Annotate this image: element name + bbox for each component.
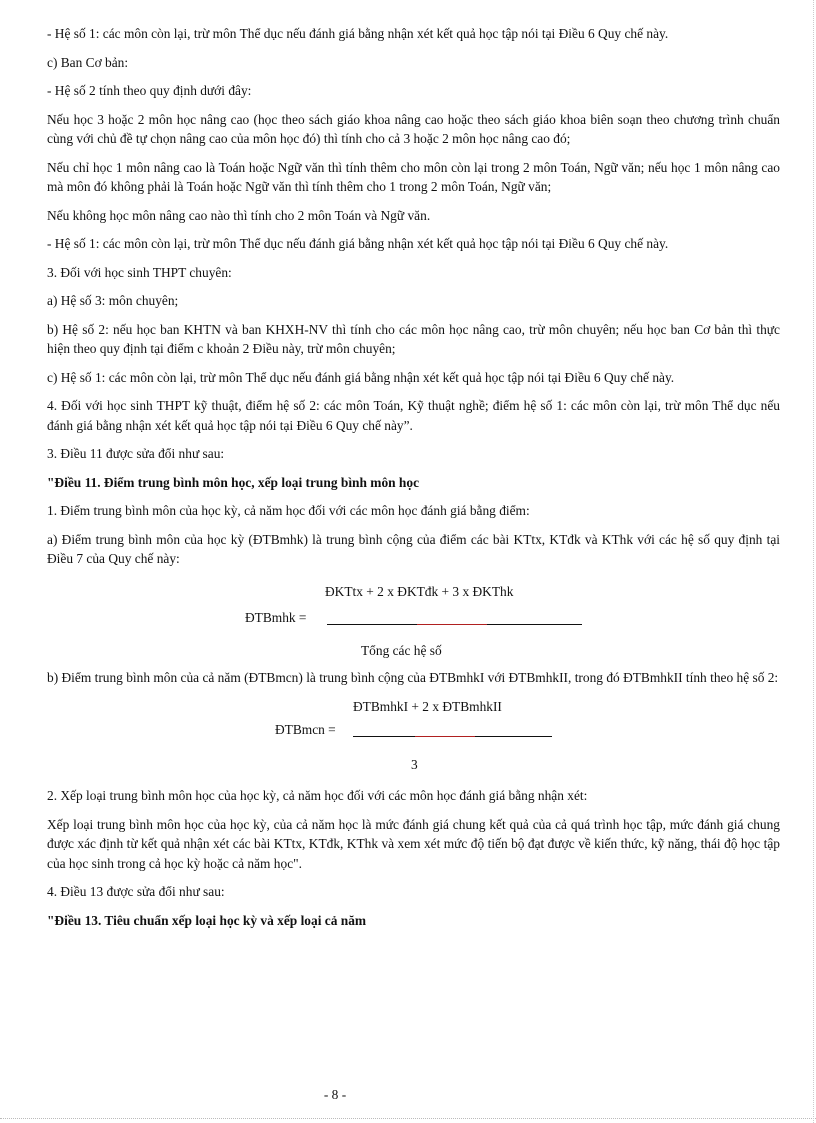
paragraph: 4. Đối với học sinh THPT kỹ thuật, điểm hệ số 2: các môn Toán, Kỹ thuật nghề; điểm hệ số 1: các môn còn lại, trừ môn Thể dục nếu đánh giá bằng nhận xét kết quả học tập nói tại Điều 6 Quy chế này”. — [47, 398, 780, 433]
paragraph: 1. Điểm trung bình môn của học kỳ, cả năm học đối với các môn học đánh giá bằng điểm: — [47, 503, 530, 518]
paragraph: - Hệ số 2 tính theo quy định dưới đây: — [47, 83, 252, 98]
page-right-border — [813, 0, 814, 1123]
paragraph: Nếu học 3 hoặc 2 môn học nâng cao (học theo sách giáo khoa nâng cao hoặc theo sách giáo khoa biên soạn theo chương trình chuẩn cùng với chủ đề tự chọn nâng cao của môn học đó) thì tính cho cả 3 hoặc 2 môn học nâng cao đó; — [47, 111, 780, 146]
formula-lhs: ĐTBmcn = — [275, 722, 336, 737]
article-heading: "Điều 13. Tiêu chuẩn xếp loại học kỳ và xếp loại cả năm — [47, 912, 367, 928]
fraction-bar-accent — [417, 624, 487, 625]
formula-denominator: 3 — [411, 757, 418, 772]
paragraph: 4. Điều 13 được sửa đổi như sau: — [47, 884, 225, 899]
paragraph: c) Hệ số 1: các môn còn lại, trừ môn Thể dục nếu đánh giá bằng nhận xét kết quả học tập nói tại Điều 6 Quy chế này. — [47, 369, 675, 385]
formula-denominator: Tổng các hệ số — [361, 642, 442, 658]
fraction-bar — [353, 736, 552, 737]
paragraph: - Hệ số 1: các môn còn lại, trừ môn Thể dục nếu đánh giá bằng nhận xét kết quả học tập nói tại Điều 6 Quy chế này. — [47, 26, 669, 41]
fraction-bar — [327, 624, 582, 625]
paragraph: - Hệ số 1: các môn còn lại, trừ môn Thể dục nếu đánh giá bằng nhận xét kết quả học tập nói tại Điều 6 Quy chế này. — [47, 236, 669, 251]
document-page — [47, 24, 780, 939]
paragraph: 3. Đối với học sinh THPT chuyên: — [47, 264, 232, 280]
fraction-bar-accent — [415, 736, 475, 737]
paragraph: Nếu chỉ học 1 môn nâng cao là Toán hoặc Ngữ văn thì tính thêm cho môn còn lại trong 2 môn Toán, Ngữ văn; nếu học 1 môn nâng cao mà môn đó không phải là Toán hoặc Ngữ văn thì tính thêm cho 1 trong 2 môn Toán, Ngữ văn; — [47, 159, 780, 194]
page-number: - 8 - — [323, 1087, 347, 1102]
paragraph: b) Điểm trung bình môn của cả năm (ĐTBmcn) là trung bình cộng của ĐTBmhkI với ĐTBmhkII, trong đó ĐTBmhkII tính theo hệ số 2: — [47, 669, 779, 685]
formula-numerator: ĐKTtx + 2 x ĐKTđk + 3 x ĐKThk — [325, 583, 514, 599]
formula-lhs: ĐTBmhk = — [245, 609, 307, 625]
page-bottom-border — [0, 1118, 816, 1119]
paragraph: b) Hệ số 2: nếu học ban KHTN và ban KHXH-NV thì tính cho các môn học nâng cao, trừ môn chuyên; nếu học ban Cơ bản thì thực hiện theo quy định tại điểm c khoản 2 Điều này, trừ môn chuyên; — [47, 321, 780, 356]
paragraph: a) Điểm trung bình môn của học kỳ (ĐTBmhk) là trung bình cộng của điểm các bài KTtx, KTđk và KThk với các hệ số quy định tại Điều 7 của Quy chế này: — [47, 531, 780, 566]
paragraph: 3. Điều 11 được sửa đổi như sau: — [47, 446, 225, 461]
paragraph: c) Ban Cơ bản: — [47, 54, 129, 70]
formula-numerator: ĐTBmhkI + 2 x ĐTBmhkII — [353, 699, 502, 714]
formula-year-average — [47, 696, 780, 778]
paragraph: Nếu không học môn nâng cao nào thì tính cho 2 môn Toán và Ngữ văn. — [47, 207, 431, 223]
paragraph: Xếp loại trung bình môn học của học kỳ, của cả năm học là mức đánh giá chung kết quả của cả quá trình học tập, mức đánh giá chung được xác định từ kết quả nhận xét các bài KTtx, KTđk, KThk và xem xét mức độ tiến bộ đạt được về kiến thức, kỹ năng, thái độ học tập của học sinh trong cả học kỳ hoặc cả năm học". — [47, 816, 780, 871]
article-heading: "Điều 11. Điểm trung bình môn học, xếp loại trung bình môn học — [47, 474, 420, 490]
paragraph: a) Hệ số 3: môn chuyên; — [47, 293, 179, 308]
paragraph: 2. Xếp loại trung bình môn học của học kỳ, cả năm học đối với các môn học đánh giá bằng nhận xét: — [47, 788, 588, 803]
formula-semester-average — [47, 578, 780, 660]
